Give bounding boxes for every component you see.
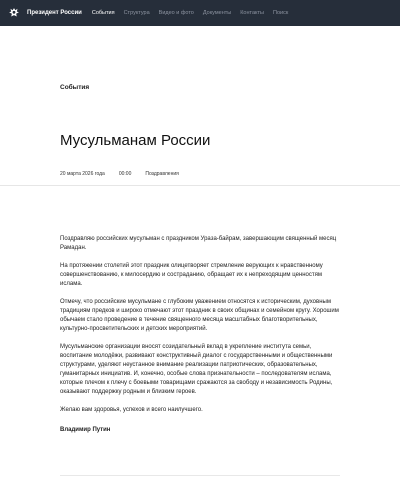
article-category[interactable]: Поздравления: [145, 171, 179, 177]
article-paragraph: Мусульманские организации вносят созидательный вклад в укрепление института семьи, воспитание молодёжи, развивают конструктивный диалог с государственными и общественными структурами, уделяют неустанное внимание реализации патриотических, образовательных, гуманитарных инициатив. И, конечно, особые слова признательности – последователям ислама, которые плечом к плечу с боевыми товарищами сражаются за свободу и независимость Родины, оказывают поддержку родным и близким героев.: [60, 344, 333, 395]
nav-item-video-photo[interactable]: Видео и фото: [158, 10, 194, 16]
emblem-icon[interactable]: [7, 6, 21, 20]
article-body: [0, 235, 400, 433]
header-divider: [0, 185, 400, 186]
nav-item-structure[interactable]: Структура: [123, 10, 150, 16]
article-paragraph: Желаю вам здоровья, успехов и всего наилучшего.: [60, 407, 203, 413]
article-paragraph: Отмечу, что российские мусульмане с глубоким уважением относятся к историческим, духовным традициям предков и широко отмечают этот праздник в своих общинах и семейном кругу. Хорошим обычаем стало проведение в течение священного месяца масштабных благотворительных, культурно-просветительских и детских мероприятий.: [60, 299, 339, 332]
page-title: Мусульманам России: [60, 132, 211, 149]
section-label[interactable]: События: [60, 84, 90, 91]
footer-divider: [60, 475, 340, 476]
article-date: 20 марта 2026 года: [60, 171, 105, 177]
signature: Владимир Путин: [60, 427, 111, 433]
nav-item-documents[interactable]: Документы: [202, 10, 232, 16]
article-header: [0, 26, 400, 185]
article-paragraph: На протяжении столетий этот праздник олицетворяет стремление верующих к нравственному совершенствованию, к милосердию и состраданию, обращает их к непреходящим ценностям ислама.: [60, 263, 323, 287]
article-time: 00:00: [118, 171, 132, 177]
article-paragraph: Поздравляю российских мусульман с праздником Ураза-байрам, завершающим священный месяц Рамадан.: [60, 236, 337, 251]
article-meta: [60, 171, 193, 177]
site-title[interactable]: Президент России: [27, 10, 82, 16]
nav-item-events[interactable]: События: [91, 10, 115, 16]
nav-item-search[interactable]: Поиск: [272, 10, 289, 16]
top-navigation-bar: [0, 0, 400, 26]
main-nav: [92, 10, 297, 16]
nav-item-contacts[interactable]: Контакты: [240, 10, 264, 16]
